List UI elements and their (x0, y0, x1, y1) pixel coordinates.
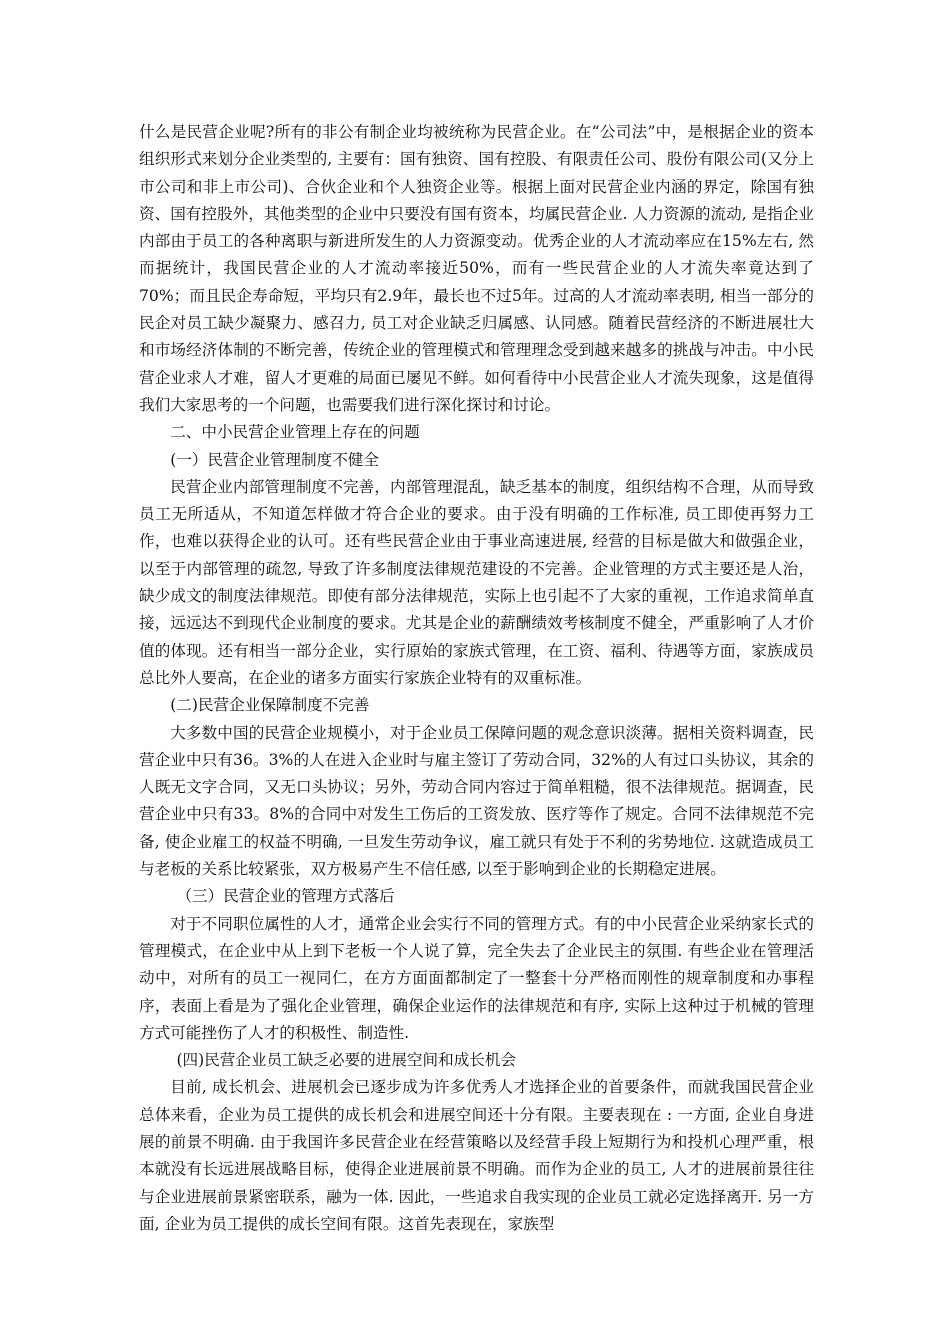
subsection-heading: (二)民营企业保障制度不完善 (170, 696, 370, 715)
section-heading: 二、中小民营企业管理上存在的问题 (170, 423, 420, 442)
subsection-heading: (一）民营企业管理制度不健全 (170, 450, 379, 469)
body-paragraph: 大多数中国的民营企业规模小，对于企业员工保障问题的观念意识淡薄。据相关资料调查，民营企业中只有36。3%的人在进入企业时与雇主签订了劳动合同，32%的人有过口头协议，其余的人既无文字合同，又无口头协议；另外，劳动合同内容过于简单粗糙，很不法律规范。据调查，民营企业中只有33。8%的合同中对发生工伤后的工资发放、医疗等作了规定。合同不法律规范不完备, 使企业雇工的权益不明确, 一旦发生劳动争议，雇工就只有处于不利的劣势地位. 这就造成员工与老板的关系比较紧张，双方极易产生不信任感, 以至于影响到企业的长期稳定进展。 (139, 723, 814, 879)
body-paragraph: 目前, 成长机会、进展机会已逐步成为许多优秀人才选择企业的首要条件，而就我国民营企业总体来看，企业为员工提供的成长机会和进展空间还十分有限。主要表现在 : 一方面, 企业自身进展的前景不明确. 由于我国许多民营企业在经营策略以及经营手段上短期行为和投机心理严重，根本就没有长远进展战略目标，使得企业进展前景不明确。而作为企业的员工, 人才的进展前景往往与企业进展前景紧密联系，融为一体. 因此，一些追求自我实现的企业员工就必定选择离开. 另一方面, 企业为员工提供的成长空间有限。这首先表现在，家族型 (139, 1078, 814, 1233)
subsection-heading: (四)民营企业员工缺乏必要的进展空间和成长机会 (176, 1051, 517, 1070)
body-paragraph: 民营企业内部管理制度不完善，内部管理混乱，缺乏基本的制度，组织结构不合理，从而导致员工无所适从，不知道怎样做才符合企业的要求。由于没有明确的工作标准, 员工即使再努力工作，也难以获得企业的认可。还有些民营企业由于事业高速进展, 经营的目标是做大和做强企业，以至于内部管理的疏忽, 导致了许多制度法律规范建设的不完善。企业管理的方式主要还是人治，缺少成文的制度法律规范。即使有部分法律规范，实际上也引起不了大家的重视，工作追求简单直接，远远达不到现代企业制度的要求。尤其是企业的薪酬绩效考核制度不健全，严重影响了人才价值的体现。还有相当一部分企业，实行原始的家族式管理，在工资、福利、待遇等方面，家族成员总比外人要高，在企业的诸多方面实行家族企业特有的双重标准。 (139, 477, 814, 687)
document-body (139, 119, 814, 1238)
body-paragraph: 对于不同职位属性的人才，通常企业会实行不同的管理方式。有的中小民营企业采纳家长式的管理模式，在企业中从上到下老板一个人说了算，完全失去了企业民主的氛围. 有些企业在管理活动中，对所有的员工一视同仁，在方方面面都制定了一整套十分严格而刚性的规章制度和办事程序，表面上看是为了强化企业管理，确保企业运作的法律规范和有序, 实际上这种过于机械的管理方式可能挫伤了人才的积极性、制造性. (139, 914, 814, 1042)
subsection-heading: （三）民营企业的管理方式落后 (176, 887, 395, 906)
intro-paragraph: 什么是民营企业呢?所有的非公有制企业均被统称为民营企业。在“公司法”中，是根据企业的资本组织形式来划分企业类型的, 主要有：国有独资、国有控股、有限责任公司、股份有限公司(又分上市公司和非上市公司)、合伙企业和个人独资企业等。根据上面对民营企业内涵的界定，除国有独资、国有控股外，其他类型的企业中只要没有国有资本，均属民营企业. 人力资源的流动, 是指企业内部由于员工的各种离职与新进所发生的人力资源变动。优秀企业的人才流动率应在15%左右, 然而据统计，我国民营企业的人才流动率接近50%，而有一些民营企业的人才流失率竟达到了70%；而且民企寿命短，平均只有2.9年，最长也不过5年。过高的人才流动率表明, 相当一部分的民企对员工缺少凝聚力、感召力, 员工对企业缺乏归属感、认同感。随着民营经济的不断进展壮大和市场经济体制的不断完善，传统企业的管理模式和管理理念受到越来越多的挑战与冲击。中小民营企业求人才难，留人才更难的局面已屡见不鲜。如何看待中小民营企业人才流失现象，这是值得我们大家思考的一个问题，也需要我们进行深化探讨和讨论。 (139, 123, 814, 414)
